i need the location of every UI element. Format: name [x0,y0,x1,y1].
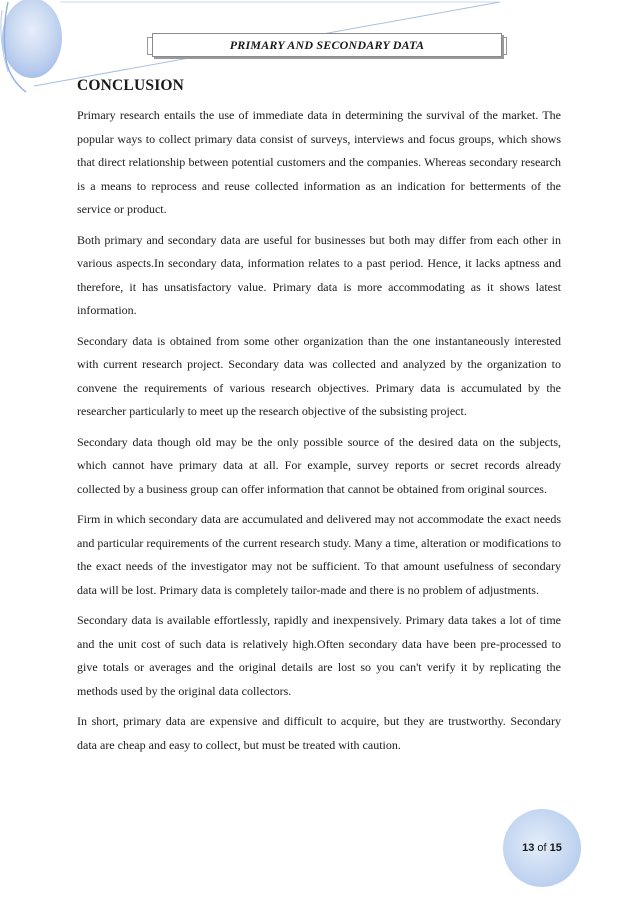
paragraph: Secondary data though old may be the only possible source of the desired data on the subjects, which cannot have primary data at all. For example, survey reports or secret records already collected by a business group can offer information that cannot be obtained from original sources. [77,434,561,496]
paragraph: Firm in which secondary data are accumulated and delivered may not accommodate the exact needs and particular requirements of the current research study. Many a time, alteration or modifications to the exact needs of the investigator may not be sufficient. To that amount usefulness of secondary data will be lost. Primary data is completely tailor-made and there is no problem of adjustments. [77,512,561,597]
paragraph: In short, primary data are expensive and difficult to acquire, but they are trustworthy. Secondary data are cheap and easy to collect, but must be treated with caution. [77,714,561,752]
header-title: PRIMARY AND SECONDARY DATA [229,38,425,52]
page-of-label: of [537,842,547,854]
paragraph: Secondary data is available effortlessly, rapidly and inexpensively. Primary data takes a lot of time and the unit cost of such data is relatively high.Often secondary data have been pre-processed to give totals or averages and the original details are lost so you can't verify it by replicating the methods used by the original data collectors. [77,613,561,698]
page-current: 13 [522,842,535,854]
paragraph: Secondary data is obtained from some other organization than the one instantaneously interested with current research project. Secondary data was collected and analyzed by the organization to convene the requirements of various research objectives. Primary data is accumulated by the researcher particularly to meet up the research objective of the subsisting project. [77,333,561,418]
paragraph: Both primary and secondary data are useful for businesses but both may differ from each other in various aspects.In secondary data, information relates to a past period. Hence, it lacks aptness and therefore, it has unsatisfactory value. Primary data is more accommodating as it shows latest information. [77,232,561,317]
page-number-badge [503,809,581,887]
paragraph: Primary research entails the use of immediate data in determining the survival of the market. The popular ways to collect primary data consist of surveys, interviews and focus groups, which shows that direct relationship between potential customers and the companies. Whereas secondary research is a means to reprocess and reuse collected information as an indication for betterments of the service or product. [77,108,561,216]
page-total: 15 [549,842,562,854]
running-header [152,33,502,57]
document-body [77,74,561,764]
section-heading: CONCLUSION [77,77,185,94]
